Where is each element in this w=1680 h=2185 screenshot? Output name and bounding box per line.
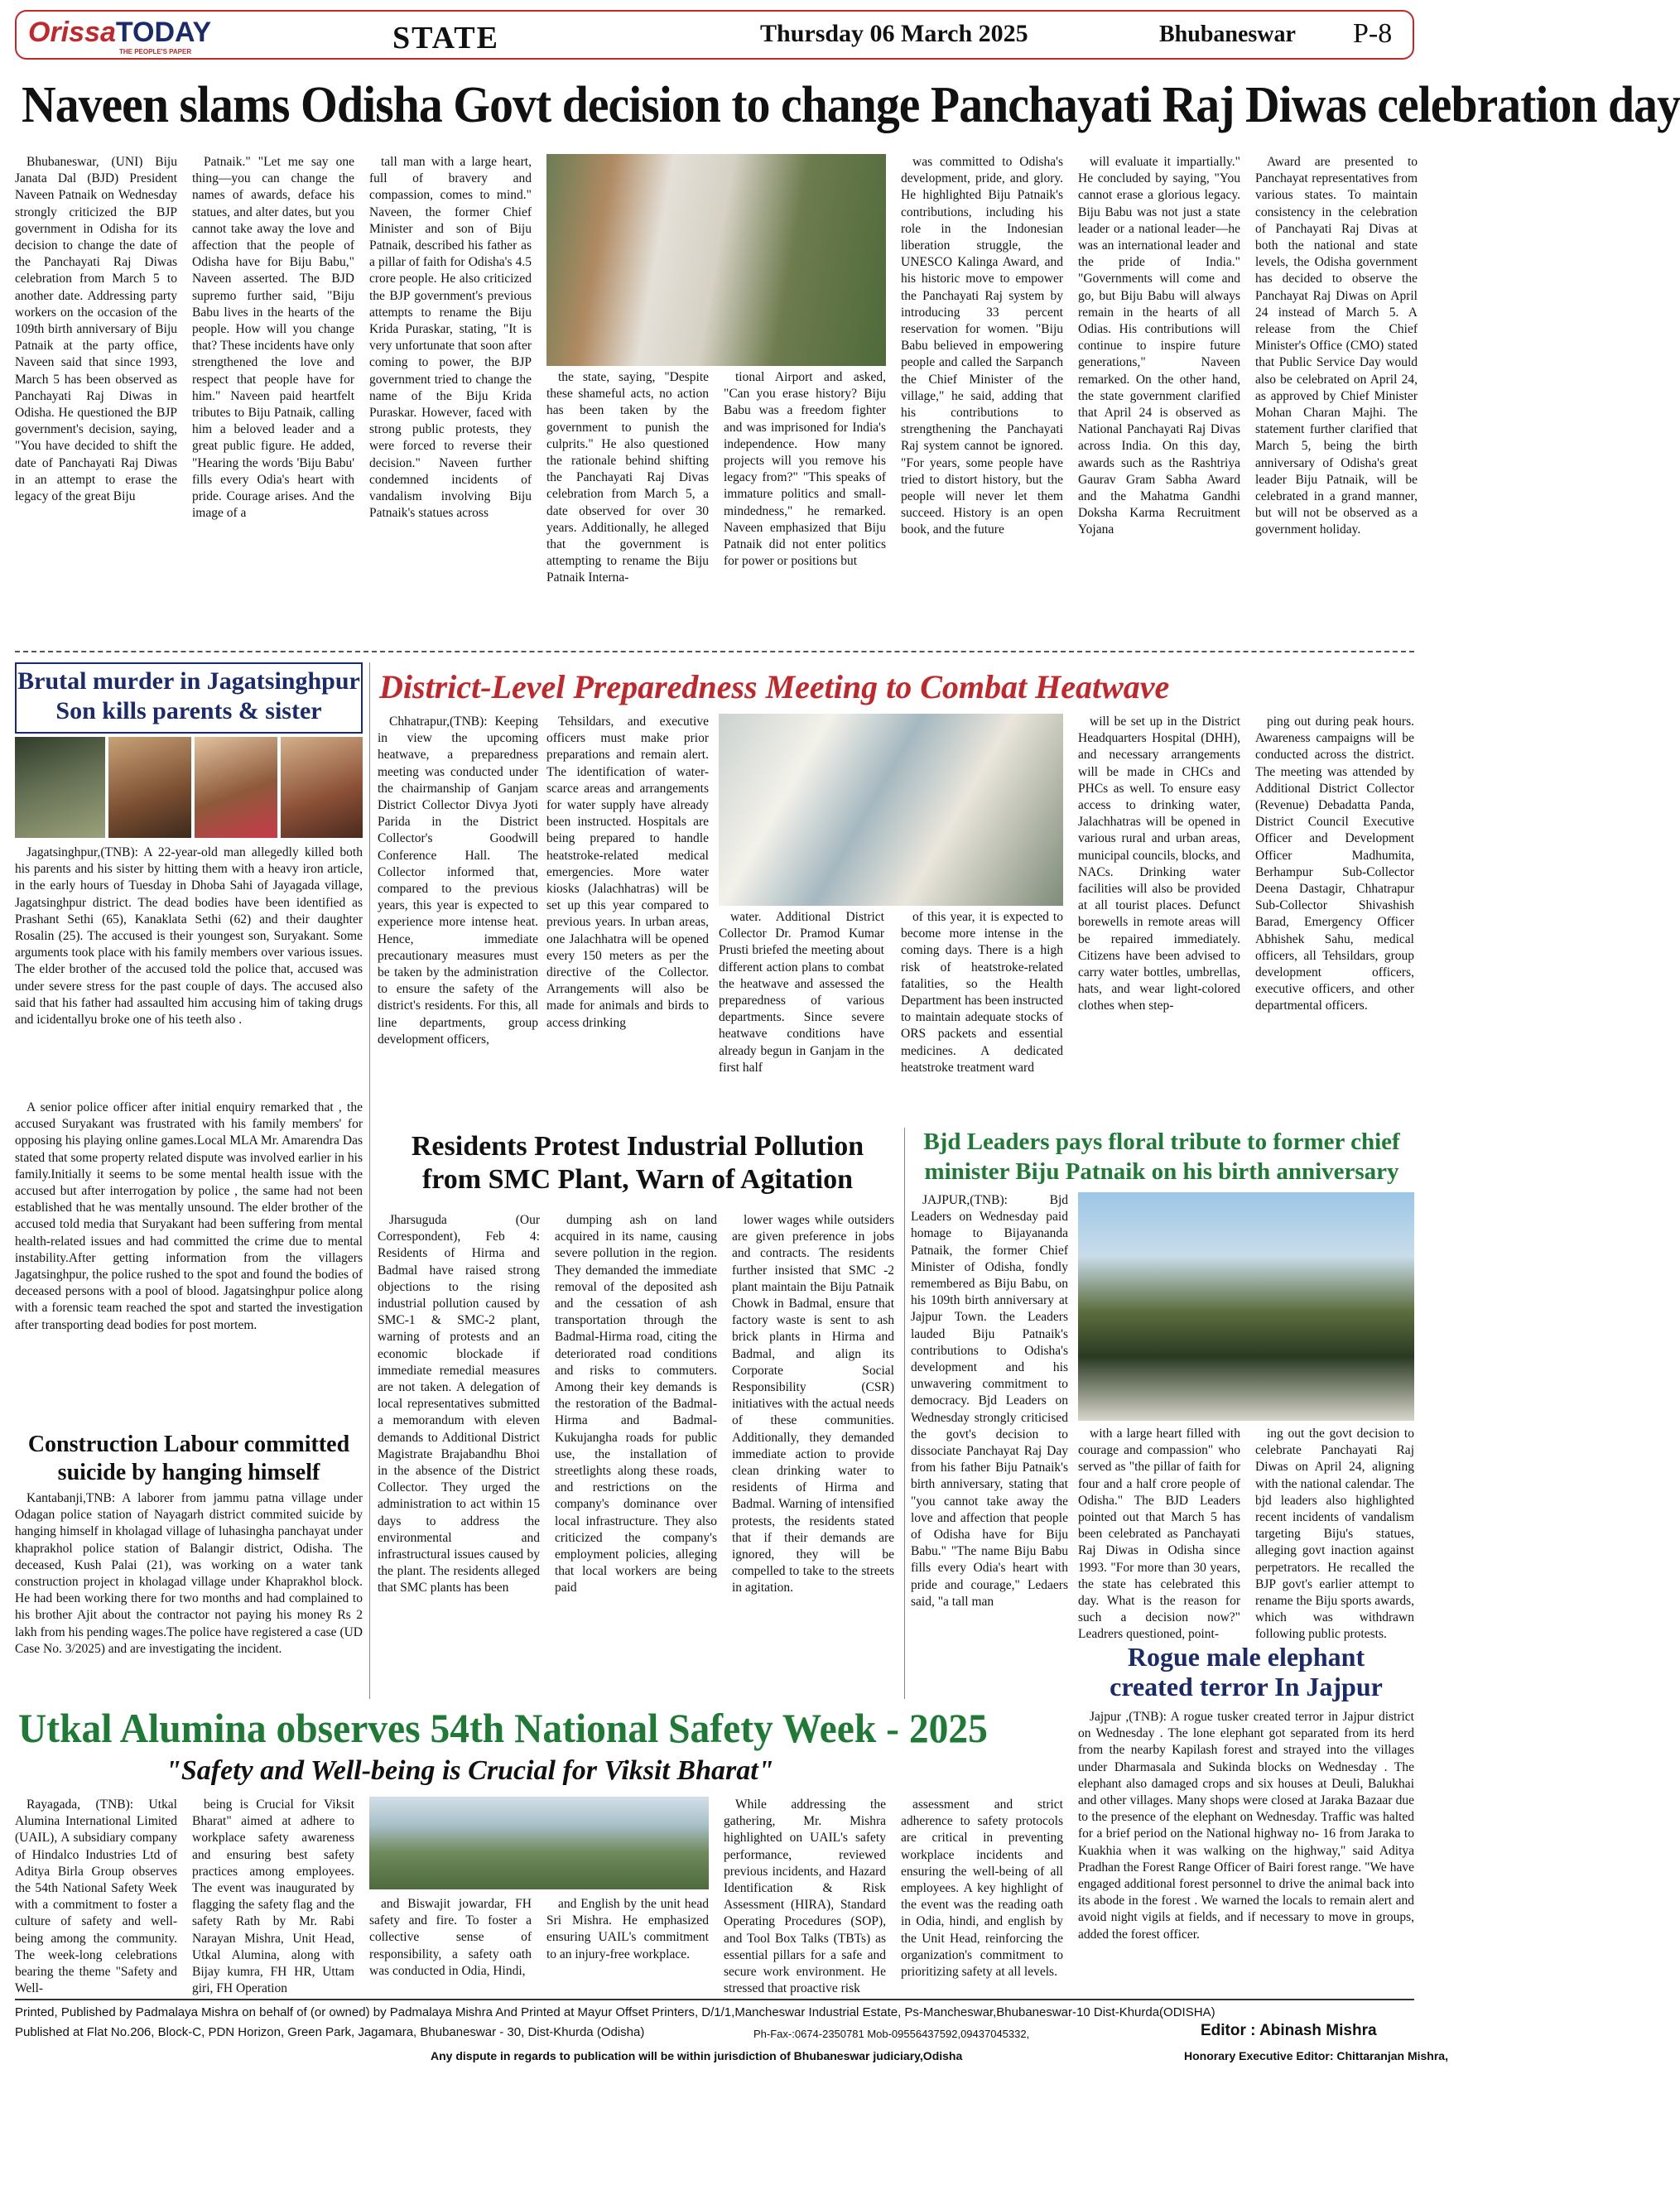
elephant-headline-1: Rogue male elephant xyxy=(1127,1642,1365,1672)
footer-honorary-editor: Honorary Executive Editor: Chittaranjan Mishra, xyxy=(1184,2049,1448,2062)
heatwave-col-1: Chhatrapur,(TNB): Keeping in view the upcoming heatwave, a preparedness meeting was conducted under the chairmanship of Ganjam District Collector Divya Jyoti Parida in the District Collector's Goodwill Conference Hall. The Collector informed that, compared to the previous years, this year is expected to experience more intense heat. Hence, immediate precautionary measures must be taken by the administration to ensure the safety of the district's residents. For this, all line departments, group development officers, xyxy=(378,715,538,1047)
pollution-col-2: dumping ash on land acquired in its name, causing severe pollution in the region. They demanded the immediate removal of the deposited ash and the cessation of ash transportation through the Badmal-Hirma road, citing the deteriorated road conditions and risks to commuters. Among their key demands is the restoration of the Badmal-Hirma and Badmal-Kukujangha roads for public use, the installation of streetlights along these roads, and restrictions on the company's dominance over local infrastructure. They also criticized the company's employment policies, alleging that local workers are being paid xyxy=(555,1213,717,1595)
utkal-subhead: "Safety and Well-being is Crucial for Viksit Bharat" xyxy=(166,1755,774,1786)
heatwave-photo xyxy=(719,714,1063,906)
logo-main: Orissa xyxy=(28,17,116,48)
elephant-body: Jajpur ,(TNB): A rogue tusker created terror in Jajpur district on Wednesday . The lone elephant got separated from its herd from the nearby Kapilash forest and strayed into the villages under Dharmasala and Sukinda blocks on Wednesday . The elephant also damaged crops and six houses at Deuli, Balukhai and other villages. Many shops were closed at Jaraka Bazaar due to the presence of the elephant on Wednesday. Traffic was halted for a brief period on the National highway no- 16 from Jaraka to Kuakhia when it was walking on the highway," said Aditya Pradhan the Forest Range Officer of Bairi forest range. "We have engaged additional forest personnel to drive the animal back into its abode in the forest . We warned the locals to remain alert and avoid night vigils at fields, and if necessary to move in groups, added the forest officer. xyxy=(1078,1710,1414,1942)
murder-body-2: A senior police officer after initial enquiry remarked that , the accused Suryakant was frustrated with his family members' for opposing his playing online games.Local MLA Mr. Amarendra Das stated that some property related dispute was involved earlier in his family.Initially it seems to be some mental health issue with the accused but after interrogation by police , the same had not been established that he was mentally unsound. The elder brother of the accused told media that Suryakant had been suffering from mental health-related issues and had committed the crime due to mental instability.After getting information from the villagers Jagatsinghpur, the police rushed to the spot and found the bodies of deceased persons with a pool of blood. Jagatsinghpur police along with a forensic team reached the spot and started the investigation after transporting dead bodies for post mortem. xyxy=(15,1100,363,1332)
tribute-col-3: ing out the govt decision to celebrate Panchayati Raj Diwas on April 24, aligning with the national calendar. The bjd leaders also highlighted recent incidents of vandalism targeting Biju's statues, alleging govt inaction against perpetrators. He recalled the BJP govt's earlier attempt to rename the Biju sports awards, which was withdrawn following public protests. xyxy=(1255,1427,1414,1642)
lead-col-3: tall man with a large heart, full of bravery and compassion, comes to mind." Naveen, the former Chief Minister and son of Biju Patnaik, described his father as a pillar of faith for Odisha's 4.5 crore people. He also criticized the BJP government's previous attempts to rename the Biju Krida Puraskar, stating, "It is very unfortunate that soon after coming to power, the BJP government tried to change the name of the Biju Krida Puraskar. However, faced with strong public protests, they were forced to reverse their decision." Naveen further condemned incidents of vandalism involving Biju Patnaik's statues across xyxy=(369,155,532,521)
lead-headline: Naveen slams Odisha Govt decision to change Panchayati Raj Diwas celebration day xyxy=(22,77,1680,133)
heatwave-col-4: of this year, it is expected to become more intense in the coming days. There is a high risk of heatstroke-related fatalities, so the Health Department has been instructed to maintain adequate stocks of ORS packets and essential medicines. A dedicated heatstroke treatment ward xyxy=(901,910,1063,1075)
utkal-col-2: being is Crucial for Viksit Bharat" aimed at adhere to workplace safety awareness and ensuring best safety practices among employees. The event was inaugurated by flagging the safety flag and the safety Rath by Mr. Rabi Narayan Mishra, Unit Head, Utkal Alumina, along with Bijay kumra, FH HR, Uttam giri, FH Operation xyxy=(192,1798,354,1996)
footer-line-1: Printed, Published by Padmalaya Mishra on behalf of (or owned) by Padmalaya Mishra And Printed at Mayur Offset Printers, D/1/1,Mancheswar Industrial Estate, Ps-Mancheswar,Bhubaneswar-10 Dist-Khurda(ODISHA) xyxy=(15,2005,1215,2019)
utkal-col-1: Rayagada, (TNB): Utkal Alumina International Limited (UAIL), A subsidiary company of Hindalco Industries Ltd of Aditya Birla Group observes the 54th National Safety Week with a commitment to foster a culture of safety and well-being among the community. The week-long celebrations bearing the theme "Safety and Well- xyxy=(15,1798,177,1996)
utkal-col-3: and Biswajit jowardar, FH safety and fire. To foster a collective sense of responsibility, a safety oath was conducted in Odia, Hindi, xyxy=(369,1897,532,1978)
lead-col-4: the state, saying, "Despite these shameful acts, no action has been taken by the government to punish the culprits." He also questioned the rationale behind shifting the Panchayati Raj Divas celebration from March 5, a date observed for over 30 years. Additionally, he alleged that the government is attempting to rename the Biju Patnaik Interna- xyxy=(546,370,709,585)
tribute-photo xyxy=(1078,1192,1414,1421)
murder-photo-3 xyxy=(195,737,277,838)
logo-tag: THE PEOPLE'S PAPER xyxy=(119,48,192,55)
issue-city: Bhubaneswar xyxy=(1159,22,1296,47)
column-rule-right xyxy=(904,1128,905,1699)
heatwave-col-3: water. Additional District Collector Dr. Pramod Kumar Prusti briefed the meeting about different action plans to combat the heatwave and assessed the preparedness of various departments. Since severe heatwave conditions have already begun in Ganjam in the first half xyxy=(719,910,884,1075)
pollution-col-1: Jharsuguda (Our Correspondent), Feb 4: Residents of Hirma and Badmal have raised strong objections to the rising industrial pollution caused by SMC-1 & SMC-2 plant, warning of protests and an economic blockade if immediate remedial measures are not taken. A delegation of local representatives submitted a memorandum with eleven demands to Additional District Magistrate Brajabandhu Bhoi in the absence of the District Collector. They urged the administration to act within 15 days to address the environmental and infrastructural issues caused by the plant. The residents alleged that SMC plants has been xyxy=(378,1213,540,1595)
logo-sub: TODAY xyxy=(115,17,212,48)
pollution-col-3: lower wages while outsiders are given preference in jobs and contracts. The residents further insisted that SMC -2 plant maintain the Biju Patnaik Chowk in Badmal, ensure that factory waste is sent to ash brick plants in Hirma and Badmal, and align its Corporate Social Responsibility (CSR) initiatives with the actual needs of these communities. Additionally, they demanded immediate action to provide clean drinking water to residents of Hirma and Badmal. Warning of intensified protests, the residents stated that if their demands are ignored, they will be compelled to take to the streets in agitation. xyxy=(732,1213,894,1595)
murder-photo-2 xyxy=(108,737,191,838)
lead-col-5: tional Airport and asked, "Can you erase history? Biju Babu was a freedom fighter and was imprisoned for India's independence. How many projects will you remove his legacy from?" "This speaks of immature politics and small-mindedness," he remarked. Naveen emphasized that Biju Patnaik did not enter politics for power or positions but xyxy=(724,370,886,569)
murder-headline-1: Brutal murder in Jagatsinghpur xyxy=(17,667,360,695)
footer-line-2: Published at Flat No.206, Block-C, PDN Horizon, Green Park, Jagamara, Bhubaneswar - 30, Dist-Khurda (Odisha) xyxy=(15,2025,645,2039)
lead-col-6: was committed to Odisha's development, pride, and glory. He highlighted Biju Patnaik's contributions, including his role in the Indonesian liberation struggle, the UNESCO Kalinga Award, and his historic move to empower the Panchayati Raj system by introducing 33 percent reservation for women. "Biju Babu believed in empowering people and called the Sarpanch the Chief Minister of the village," he said, adding that his contributions to strengthening the Panchayati Raj system cannot be ignored. "For years, some people have tried to distort history, but the people will never let them succeed. History is an open book, and the future xyxy=(901,155,1063,537)
tribute-headline-1: Bjd Leaders pays floral tribute to former chief xyxy=(923,1129,1400,1155)
murder-photos xyxy=(15,737,363,838)
lead-col-1: Bhubaneswar, (UNI) Biju Janata Dal (BJD) President Naveen Patnaik on Wednesday strongly criticized the BJP government in Odisha for its decision to change the date of the Panchayati Raj Diwas celebration from March 5 to another date. Addressing party workers on the occasion of the 109th birth anniversary of Biju Patnaik at the party office, Naveen said that since 1993, March 5 has been observed as Panchayati Raj Diwas in Odisha. He questioned the BJP government's decision, saying, "You have decided to shift the date of Panchayati Raj Diwas in an attempt to erase the legacy of the great Biju xyxy=(15,155,177,504)
heatwave-col-6: ping out during peak hours. Awareness campaigns will be conducted across the district. The meeting was attended by Additional District Collector (Revenue) Debadatta Panda, District Council Executive Officer and Development Officer Madhumita, Berhampur Sub-Collector Deena Dastagir, Chhatrapur Sub-Collector Shivashish Barad, Emergency Officer Abhishek Sahu, medical officers, all Tehsildars, group development officers, executive officers, and other departmental officers. xyxy=(1255,715,1414,1013)
lead-col-2: Patnaik." "Let me say one thing—you can change the names of awards, deface his statues, and alter dates, but you cannot take away the love and affection that the people of Odisha have for Biju Babu," Naveen asserted. The BJD supremo further said, "Biju Babu lives in the hearts of the people. How will you change that? These incidents have only strengthened the love and respect that people have for him." Naveen paid heartfelt tributes to Biju Patnaik, calling him a beloved leader and a great public figure. He added, "Hearing the words 'Biju Babu' fills every Odia's heart with pride. Courage arises. And the image of a xyxy=(192,155,354,521)
labour-body: Kantabanji,TNB: A laborer from jammu patna village under Odagan police station of Nayagarh district commited suicide by hanging himself in kholagad village of luhasingha panchayat under khaprakhol police station of Balangir district, Odisha. The deceased, Kush Palai (21), was working on a water tank construction project in kholagad village under Khaprakhol block. He had been working there for two months and had complained to his brother Ajit about the contractor not paying his money Rs 2 lakh from his pending wages.The police have registered a case (UD Case No. 3/2025) and are investigating the incident. xyxy=(15,1491,363,1656)
murder-headline-2: Son kills parents & sister xyxy=(55,697,322,724)
section-divider xyxy=(15,651,1414,652)
murder-photo-4 xyxy=(281,737,363,838)
lead-col-7: will evaluate it impartially." He concluded by saying, "You cannot erase a glorious legacy. Biju Babu was not just a state leader or a national leader—he was an international leader and the pride of India." "Governments will come and go, but Biju Babu will always remain in the hearts of all Odias. His contributions will continue to inspire future generations," Naveen remarked. On the other hand, the state government clarified that April 24 is observed as National Panchayati Raj Divas across India. On this day, awards such as the Rashtriya Gaurav Gram Sabha Award and the Mahatma Gandhi Doksha Karma Recruitment Yojana xyxy=(1078,155,1240,537)
utkal-col-6: assessment and strict adherence to safety protocols are critical in preventing workplace incidents and ensuring the well-being of all employees. A key highlight of the event was the reading oath in Odia, hindi, and english by the Unit Head, reinforcing the organization's commitment to prioritizing safety at all levels. xyxy=(901,1798,1063,1980)
labour-headline-2: suicide by hanging himself xyxy=(57,1460,320,1485)
pollution-headline-2: from SMC Plant, Warn of Agitation xyxy=(421,1164,854,1195)
utkal-col-5: While addressing the gathering, Mr. Mishra highlighted on UAIL's safety performance, reviewed previous incidents, and Hazard Identification & Risk Assessment (HIRA), Standard Operating Procedures (SOP), and Tool Box Talks (TBTs) as essential pillars for a safe and secure work environment. He stressed that proactive risk xyxy=(724,1798,886,1996)
footer-phone: Ph-Fax-:0674-2350781 Mob-09556437592,09437045332, xyxy=(753,2028,1030,2040)
footer-jurisdiction: Any dispute in regards to publication will be within jurisdiction of Bhubaneswar judiciary,Odisha xyxy=(431,2049,963,2062)
utkal-photo xyxy=(369,1797,709,1889)
murder-photo-1 xyxy=(15,737,105,838)
heatwave-headline: District-Level Preparedness Meeting to Combat Heatwave xyxy=(379,668,1170,705)
logo xyxy=(28,17,212,55)
section-name: STATE xyxy=(392,21,499,55)
heatwave-col-5: will be set up in the District Headquarters Hospital (DHH), and necessary arrangements will be made in CHCs and PHCs as well. To ensure easy access to drinking water, Jalachhatras will be opened in various rural and urban areas, municipal councils, blocks, and NACs. Drinking water facilities will also be provided at all tourist places. Defunct borewells in remote areas will be repaired immediately. Citizens have been advised to carry water bottles, umbrellas, hats, and wear light-colored clothes when step- xyxy=(1078,715,1240,1013)
tribute-col-2: with a large heart filled with courage and compassion" who served as "the pillar of faith for four and a half crore people of Odisha." The BJD Leaders pointed out that March 5 has been celebrated as Panchayati Raj Diwas in Odisha since 1993. "For more than 30 years, the state has celebrated this day. What is the reason for such a decision now?" Leadrers questioned, point- xyxy=(1078,1427,1240,1642)
footer-rule xyxy=(15,1999,1414,2000)
elephant-headline-2: created terror In Jajpur xyxy=(1110,1672,1383,1701)
tribute-headline-2: minister Biju Patnaik on his birth anniversary xyxy=(924,1158,1399,1185)
pollution-headline-1: Residents Protest Industrial Pollution xyxy=(411,1131,864,1162)
labour-headline-1: Construction Labour committed xyxy=(27,1432,350,1457)
tribute-col-1: JAJPUR,(TNB): Bjd Leaders on Wednesday paid homage to Bijayananda Patnaik, the former Chief Minister of Odisha, fondly remembered as Biju Babu, on his 109th birth anniversary at Jajpur Town. the Leaders lauded Biju Patnaik's contributions to Odisha's development and his unwavering commitment to democracy. Bjd Leaders on Wednesday strongly criticised the govt's decision to dissociate Panchayat Raj Day from his father Biju Patnaik's birth anniversary, stating that "you cannot take away the love and affection that people of Odisha have for Biju Babu." "The name Biju Babu fills every Odia's heart with pride and courage," Ledaers said, "a tall man xyxy=(911,1193,1068,1609)
column-rule-left xyxy=(369,662,370,1699)
utkal-col-4: and English by the unit head Sri Mishra. He emphasized ensuring UAIL's commitment to an injury-free workplace. xyxy=(546,1897,709,1961)
lead-col-8: Award are presented to Panchayat representatives from various states. To maintain consistency in the celebration of Panchayati Raj Divas at both the national and state levels, the Odisha government has decided to observe the Panchayat Raj Diwas on April 24 instead of March 5. A release from the Chief Minister's Office (CMO) stated that Public Service Day would also be celebrated on April 24, as approved by Chief Minister Mohan Charan Majhi. The statement further clarified that March 5, being the birth anniversary of Odisha's great leader Biju Patnaik, will be celebrated in a grand manner, but will not be observed as a government holiday. xyxy=(1255,155,1418,537)
utkal-headline: Utkal Alumina observes 54th National Safety Week - 2025 xyxy=(18,1705,988,1751)
murder-body-1: Jagatsinghpur,(TNB): A 22-year-old man allegedly killed both his parents and his sister by hitting them with a heavy iron article, in the early hours of Tuesday in Dhoba Sahi of Jayagada village, Jagatsinghpur district. The dead bodies have been identified as Prashant Sethi (65), Kanaklata Sethi (62) and their daughter Rosalin (25). The accused is their youngest son, Suryakant. Some arguments took place with his family members over various issues. The elder brother of the accused told the police that, accused was under severe stress for the past couple of days. The accused also said that his father had assaulted him accusing him of taking drugs and icidentallyu broke one of his teeth also . xyxy=(15,845,363,1028)
page-number: P-8 xyxy=(1353,18,1393,49)
issue-date: Thursday 06 March 2025 xyxy=(760,20,1028,47)
heatwave-col-2: Tehsildars, and executive officers must make prior preparations and remain alert. The identification of water-scarce areas and arrangements for water supply have already been instructed. Hospitals are being prepared to handle heatstroke-related medical emergencies. More water kiosks (Jalachhatras) will be set up this year compared to previous years. In urban areas, one Jalachhatra will be opened every 150 meters as per the directive of the Collector. Arrangements will also be made for animals and birds to access drinking xyxy=(546,715,709,1030)
lead-photo xyxy=(546,154,886,366)
footer-editor: Editor : Abinash Mishra xyxy=(1201,2022,1377,2039)
